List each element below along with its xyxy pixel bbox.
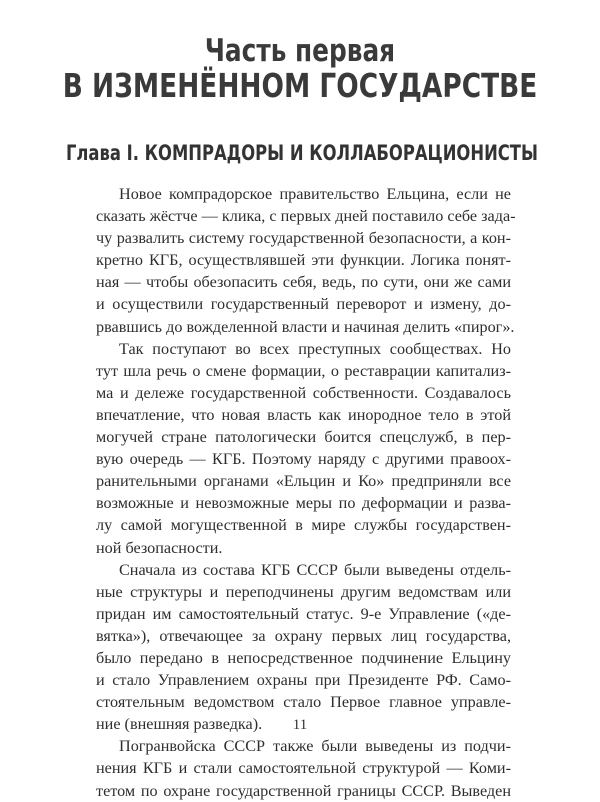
text-line: ранительными органами «Ельцин и Ко» предприняли все xyxy=(96,472,511,491)
text-line: Сначала из состава КГБ СССР были выведены отдель- xyxy=(119,560,511,579)
text-line: Погранвойска СССР также были выведены из подчи- xyxy=(119,737,511,756)
text-line: рвавшись до вожделенной власти и начиная делить «пирог». xyxy=(96,317,515,336)
text-line: ма и дележе государственной собственности. Создавалось xyxy=(96,383,511,402)
text-line: тетом по охране государственной границы СССР. Выведен xyxy=(96,781,511,800)
page-number: 11 xyxy=(292,717,308,733)
part-subtitle: В ИЗМЕНЁННОМ ГОСУДАРСТВЕ xyxy=(62,66,538,105)
text-line: тут шла речь о смене формации, о реставрации капитализ- xyxy=(96,361,511,380)
text-line: чу развалить систему государственной безопасности, а кон- xyxy=(96,229,511,248)
chapter-heading: Глава I. КОМПРАДОРЫ И КОЛЛАБОРАЦИОНИСТЫ xyxy=(66,141,538,165)
text-line: Так поступают во всех преступных сообществах. Но xyxy=(119,339,511,358)
text-line: придан им самостоятельный статус. 9-е Управление («де- xyxy=(96,604,511,623)
text-line: ной безопасности. xyxy=(96,538,223,557)
text-line: впечатление, что новая власть как инородное тело в этой xyxy=(96,405,511,424)
text-line: ные структуры и переподчинены другим ведомствам или xyxy=(96,582,511,601)
text-line: Новое компрадорское правительство Ельцина, если не xyxy=(119,185,511,203)
body-text xyxy=(96,183,516,802)
text-line: нения КГБ и стали самостоятельной структурой — Коми- xyxy=(96,759,511,778)
text-line: и стало Управлением охраны при Президенте РФ. Само- xyxy=(96,671,511,690)
text-line: возможные и невозможные меры по деформации и разва- xyxy=(96,494,511,513)
text-line: вятка»), отвечающее за охрану первых лиц государства, xyxy=(96,626,511,645)
text-line: сказать жёстче — клика, с первых дней поставило себе зада- xyxy=(96,207,516,226)
text-line: было передано в непосредственное подчинение Ельцину xyxy=(96,648,511,667)
text-line: лу самой могущественной в мире службы государствен- xyxy=(96,516,511,535)
text-line: кретно КГБ, осуществлявшей эти функции. Логика понят- xyxy=(96,251,511,270)
text-line: могучей стране патологически боится спецслужб, в пер- xyxy=(96,428,511,447)
text-line: ние (внешняя разведка). xyxy=(96,715,263,734)
part-title: Часть первая xyxy=(204,33,396,69)
text-line: и осуществили государственный переворот и измену, до- xyxy=(96,295,511,314)
text-line: ная — чтобы обезопасить себя, ведь, по сути, они же сами xyxy=(96,273,511,292)
text-line: вую очередь — КГБ. Поэтому наряду с другими правоох- xyxy=(96,450,511,469)
text-line: стоятельным ведомством стало Первое главное управле- xyxy=(96,693,511,712)
